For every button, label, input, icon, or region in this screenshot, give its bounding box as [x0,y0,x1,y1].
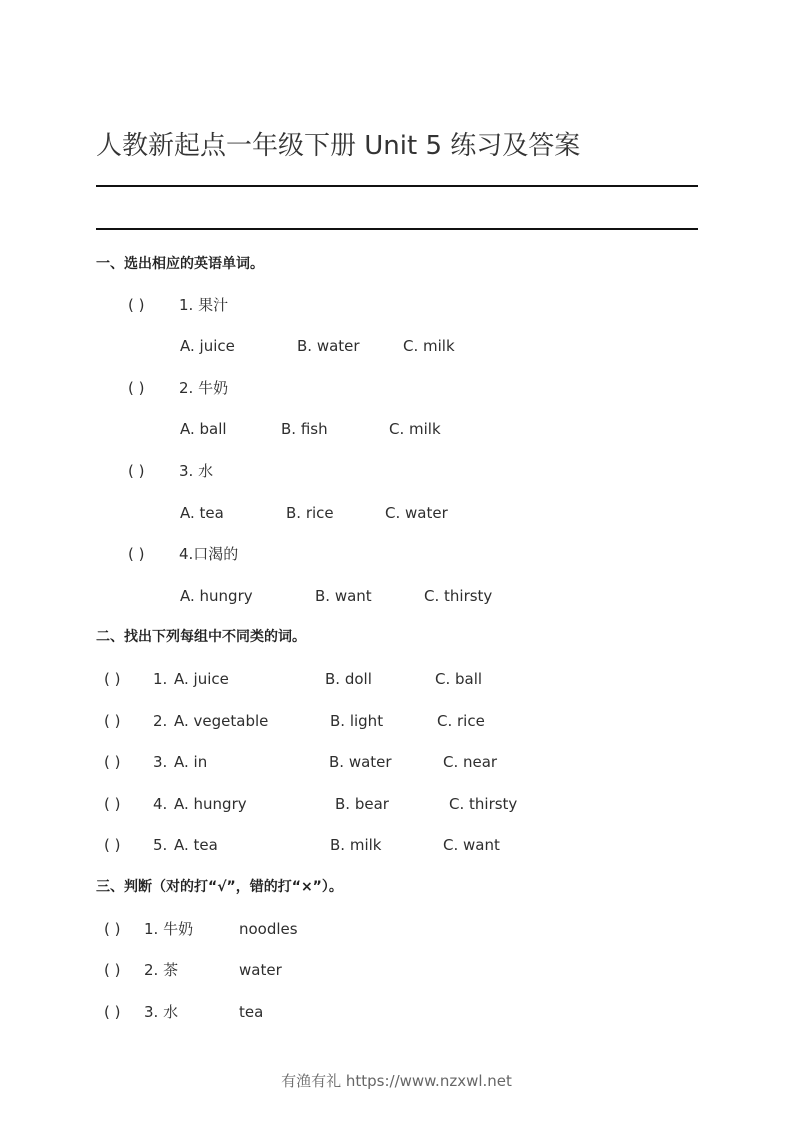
option-b: B. want [315,587,372,605]
english-word: tea [239,1003,264,1021]
option-b: B. fish [281,420,328,438]
option-b: B. doll [325,670,372,688]
option-b: B. light [330,712,384,730]
answer-bracket[interactable]: ( ) [104,670,121,688]
option-c: C. milk [389,420,441,438]
question-number: 4. [153,795,168,813]
question-number: 3. [153,753,168,771]
answer-bracket[interactable]: ( ) [104,753,121,771]
option-c: C. thirsty [449,795,518,813]
option-b: B. milk [330,836,382,854]
question-stem: 2. 茶 [144,961,179,979]
question-stem: 3. 水 [144,1003,179,1021]
answer-bracket[interactable]: ( ) [104,795,121,813]
option-c: C. thirsty [424,587,493,605]
answer-bracket[interactable]: ( ) [104,712,121,730]
answer-bracket[interactable]: ( ) [128,545,145,563]
option-b: B. bear [335,795,389,813]
section2-heading: 二、找出下列每组中不同类的词。 [96,629,306,645]
answer-bracket[interactable]: ( ) [128,379,145,397]
option-c: C. ball [435,670,483,688]
option-a: A. hungry [174,795,247,813]
option-a: A. tea [180,504,224,522]
question-number: 1. [153,670,168,688]
title-rule-top [96,185,698,187]
answer-bracket[interactable]: ( ) [128,462,145,480]
option-b: B. water [297,337,360,355]
option-a: A. hungry [180,587,253,605]
option-a: A. ball [180,420,227,438]
answer-bracket[interactable]: ( ) [104,1003,121,1021]
option-c: C. water [385,504,448,522]
option-b: B. water [329,753,392,771]
question-stem: 3. 水 [179,462,214,480]
question-stem: 1. 牛奶 [144,920,194,938]
answer-bracket[interactable]: ( ) [104,836,121,854]
option-a: A. vegetable [174,712,269,730]
question-stem: 1. 果汁 [179,296,229,314]
option-b: B. rice [286,504,334,522]
answer-bracket[interactable]: ( ) [104,920,121,938]
footer-watermark: 有渔有礼 https://www.nzxwl.net [281,1072,512,1090]
title-rule-bottom [96,228,698,230]
answer-bracket[interactable]: ( ) [128,296,145,314]
option-c: C. milk [403,337,455,355]
option-c: C. near [443,753,498,771]
question-stem: 4.口渴的 [179,545,239,563]
answer-bracket[interactable]: ( ) [104,961,121,979]
option-a: A. tea [174,836,218,854]
option-a: A. juice [180,337,235,355]
question-number: 2. [153,712,168,730]
question-number: 5. [153,836,168,854]
english-word: noodles [239,920,298,938]
page-title: 人教新起点一年级下册 Unit 5 练习及答案 [96,131,581,161]
section3-heading: 三、判断（对的打“√”，错的打“×”）。 [96,879,343,895]
section1-heading: 一、选出相应的英语单词。 [96,256,264,272]
option-c: C. want [443,836,500,854]
option-a: A. in [174,753,208,771]
option-a: A. juice [174,670,229,688]
option-c: C. rice [437,712,485,730]
question-stem: 2. 牛奶 [179,379,229,397]
english-word: water [239,961,282,979]
